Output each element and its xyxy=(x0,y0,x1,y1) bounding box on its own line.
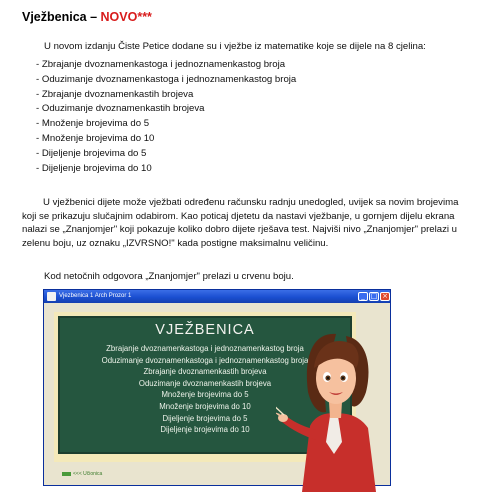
title-main: Vježbenica – xyxy=(22,10,101,24)
window-title: Vjezbenica 1 Arch Prozor 1 xyxy=(59,293,132,299)
arrow-icon xyxy=(62,472,71,476)
title-new-badge: NOVO*** xyxy=(100,10,152,24)
back-to-classroom-link[interactable] xyxy=(62,471,102,477)
intro-text: U novom izdanju Čiste Petice dodane su i vježbe iz matematike koje se dijele na 8 cjelina: xyxy=(44,41,426,52)
description-paragraph: U vježbenici dijete može vježbati određenu računsku radnju unedogled, uvijek sa novim brojevima koji se prikazuju slučajnim odabirom. Kao poticaj djetetu da nastavi vježbanje, u gornjem dijelu ekrana nalazi se „Znanjomjer" koji pokazuje koliko dobro dijete rješava test. Najviši nivo „Znanjomjer" prelazi u zelenu boju, uz oznaku „IZVRSNO!" kada postigne maksimalnu veličinu. xyxy=(22,197,459,249)
list-item: - Oduzimanje dvoznamenkastoga i jednoznamenkastog broja xyxy=(36,73,297,85)
list-item: - Dijeljenje brojevima do 10 xyxy=(36,162,152,174)
list-item: - Množenje brojevima do 5 xyxy=(36,118,150,130)
list-item: - Množenje brojevima do 10 xyxy=(36,132,155,144)
incorrect-answer-paragraph: Kod netočnih odgovora „Znanjomjer" prelazi u crvenu boju. xyxy=(44,271,294,282)
page-title xyxy=(22,10,152,24)
board-title: VJEŽBENICA xyxy=(155,322,255,338)
board-menu-item[interactable]: Množenje brojevima do 10 xyxy=(159,401,251,411)
maximize-button[interactable]: □ xyxy=(370,292,378,300)
board-menu-item[interactable]: Oduzimanje dvoznamenkastih brojeva xyxy=(138,378,272,388)
list-item: - Zbrajanje dvoznamenkastoga i jednoznamenkastog broja xyxy=(36,59,286,70)
minimize-button[interactable]: _ xyxy=(358,292,368,301)
list-item: - Oduzimanje dvoznamenkastih brojeva xyxy=(36,103,205,115)
board-menu-item[interactable]: Množenje brojevima do 5 xyxy=(161,390,249,400)
topic-list xyxy=(36,58,456,176)
list-item: - Zbrajanje dvoznamenkastih brojeva xyxy=(36,88,194,100)
board-menu-item[interactable]: Dijeljenje brojevima do 5 xyxy=(162,413,248,423)
close-button[interactable]: × xyxy=(380,292,390,301)
board-menu-item[interactable]: Dijeljenje brojevima do 10 xyxy=(160,425,250,435)
board-menu-item[interactable]: Oduzimanje dvoznamenkastoga i jednoznamenkastog broja xyxy=(101,355,309,365)
app-icon xyxy=(47,292,56,301)
board-menu-item[interactable]: Zbrajanje dvoznamenkastih brojeva xyxy=(143,367,267,377)
teacher-illustration xyxy=(276,322,396,492)
status-text: <<< Učionica xyxy=(73,471,103,477)
window-titlebar xyxy=(44,290,390,303)
list-item: - Dijeljenje brojevima do 5 xyxy=(36,147,147,159)
board-menu-item[interactable]: Zbrajanje dvoznamenkastoga i jednoznamenkastog broja xyxy=(106,344,304,353)
